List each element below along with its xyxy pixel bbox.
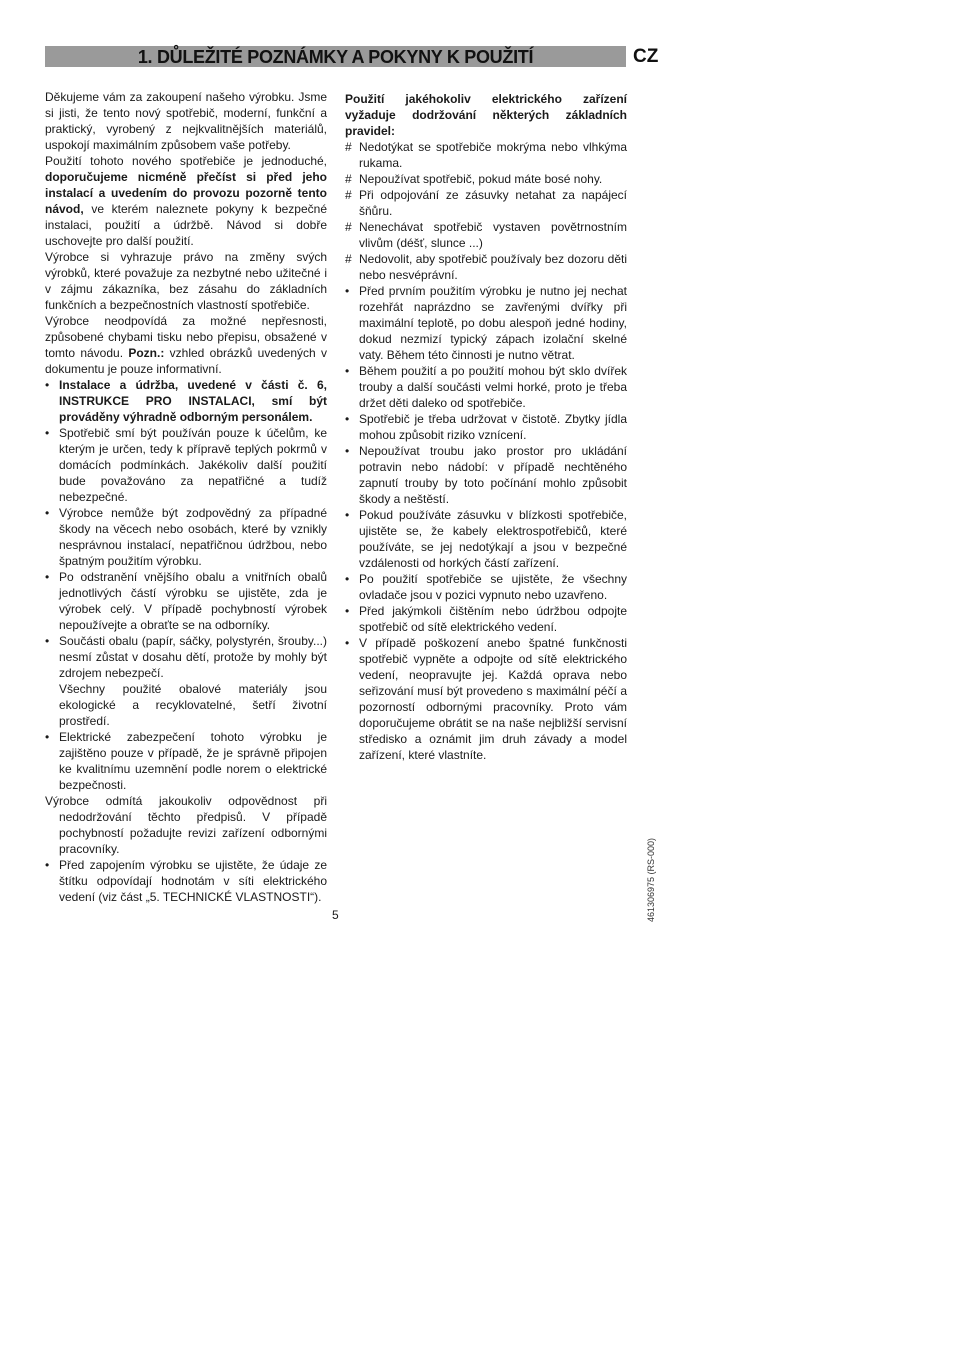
section-title: 1. DŮLEŽITÉ POZNÁMKY A POKYNY K POUŽITÍ: [137, 47, 534, 67]
language-code: CZ: [633, 46, 659, 67]
list-item: • Po odstranění vnějšího obalu a vnitřních obalů jednotlivých částí výrobku se ujistěte, zda je výrobek celý. V případě pochybností výrobek nepoužívejte a obraťte se na odborníky.: [45, 570, 327, 632]
bullet-marker: •: [45, 634, 50, 648]
list-item: • Elektrické zabezpečení tohoto výrobku je zajištěno pouze v případě, že je správně připojen ke kvalitnímu uzemnění podle norem o elektrické bezpečnosti.: [45, 730, 327, 792]
intro-paragraph: Děkujeme vám za zakoupení našeho výrobku. Jsme si jisti, že tento nový spotřebič, moderní, funkční a praktický, vyrobený z nejkvalitnějších materiálů, uspokojí maximálním způsobem vaše potřeby.: [45, 90, 327, 152]
bullet-marker: •: [45, 378, 50, 392]
list-item: • Součásti obalu (papír, sáčky, polystyrén, šrouby...) nesmí zůstat v dosahu dětí, protože by mohly být zdrojem nebezpečí.: [45, 634, 327, 680]
left-column: [45, 89, 327, 905]
disclaimer-paragraph: Výrobce odmítá jakoukoliv odpovědnost při nedodržování těchto předpisů. V případě pochybností požadujte revizi zařízení odbornými pracovníky.: [45, 794, 327, 856]
bullet-marker: •: [45, 730, 50, 744]
list-item: • Po použití spotřebiče se ujistěte, že všechny ovladače jsou v pozici vypnuto nebo uzavřeno.: [345, 572, 627, 602]
rule-item: # Nenechávat spotřebič vystaven povětrnostním vlivům (déšť, slunce ...): [345, 220, 627, 250]
bullet-marker: •: [345, 444, 350, 458]
bullet-marker: •: [45, 426, 50, 440]
rule-item: # Nedotýkat se spotřebiče mokrýma nebo vlhkýma rukama.: [345, 140, 627, 170]
bullet-marker: •: [45, 570, 50, 584]
packaging-note: Všechny použité obalové materiály jsou ekologické a recyklovatelné, šetří životní prostředí.: [59, 682, 327, 728]
list-item: • V případě poškození anebo špatné funkčnosti spotřebič vypněte a odpojte od sítě elektrického vedení, neopravujte jej. Každá oprava nebo seřizování musí být provedeno s maximální péčí a pozorností odbornými pracovníky. Proto vám doporučujeme obrátit se na naše nejbližší servisní středisko a oznámit jim druh závady a model zařízení, které vlastníte.: [345, 636, 627, 762]
list-item: • Před zapojením výrobku se ujistěte, že údaje ze štítku odpovídají hodnotám v síti elektrického vedení (viz část „5. TECHNICKÉ VLASTNOSTI“).: [45, 858, 327, 904]
list-item: • Spotřebič smí být používán pouze k účelům, ke kterým je určen, tedy k přípravě teplých pokrmů v domácích podmínkách. Jakékoliv další použití bude považováno za nepatřičné a tudíž nebezpečné.: [45, 426, 327, 504]
list-item: • Během použití a po použití mohou být sklo dvířek trouby a další součásti velmi horké, proto je třeba držet děti daleko od spotřebiče.: [345, 364, 627, 410]
bullet-marker: •: [345, 412, 350, 426]
hash-marker: #: [345, 140, 352, 154]
usage-paragraph: Použití tohoto nového spotřebiče je jednoduché, doporučujeme nicméně přečíst si před jeho instalací a uvedením do provozu pozorně tento návod, ve kterém naleznete pokyny k bezpečné instalaci, použití a údržbě. Návod si dobře uschovejte pro další použití.: [45, 154, 327, 248]
bullet-marker: •: [45, 858, 50, 872]
bullet-marker: •: [45, 506, 50, 520]
list-item: • Před prvním použitím výrobku je nutno jej nechat rozehřát naprázdno se zavřenými dvířky při maximální teplotě, po dobu alespoň jedné hodiny, dokud nezmizí typický zápach izolační skelné vaty. Během této činnosti je nutno větrat.: [345, 284, 627, 362]
hash-marker: #: [345, 252, 352, 266]
rule-item: # Nedovolit, aby spotřebič používaly bez dozoru děti nebo nesvéprávní.: [345, 252, 627, 282]
rule-item: # Nepoužívat spotřebič, pokud máte bosé nohy.: [345, 172, 603, 186]
hash-marker: #: [345, 172, 352, 186]
safety-intro: Použití jakéhokoliv elektrického zařízení vyžaduje dodržování některých základních pravidel:: [345, 92, 627, 138]
hash-marker: #: [345, 220, 352, 234]
bullet-marker: •: [345, 364, 350, 378]
bullet-marker: •: [345, 508, 350, 522]
hash-marker: #: [345, 188, 352, 202]
list-item: • Výrobce nemůže být zodpovědný za případné škody na věcech nebo osobách, které by vznikly nesprávnou instalací, nepatřičnou údržbou, nebo špatným použitím výrobku.: [45, 506, 327, 568]
list-item: • Před jakýmkoli čištěním nebo údržbou odpojte spotřebič od sítě elektrického vedení.: [345, 604, 627, 634]
bullet-marker: •: [345, 604, 350, 618]
rule-item: # Při odpojování ze zásuvky netahat za napájecí šňůru.: [345, 188, 627, 218]
list-item: • Pokud používáte zásuvku v blízkosti spotřebiče, ujistěte se, že kabely elektrospotřebičů, které používáte, se jej nedotýkají a jsou v bezpečné vzdálenosti od horkých částí zařízení.: [345, 508, 627, 570]
document-code: 461306975 (RS-000): [646, 837, 656, 922]
list-item: • Spotřebič je třeba udržovat v čistotě. Zbytky jídla mohou způsobit riziko vznícení.: [345, 412, 627, 442]
bullet-marker: •: [345, 636, 350, 650]
bullet-marker: •: [345, 572, 350, 586]
right-column: [345, 91, 627, 763]
liability-paragraph: Výrobce neodpovídá za možné nepřesnosti, způsobené chybami tisku nebo přepisu, obsažené v tomto návodu. Pozn.: vzhled obrázků uvedených v dokumentu je pouze informativní.: [45, 314, 327, 376]
rights-paragraph: Výrobce si vyhrazuje právo na změny svých výrobků, které považuje za nezbytné nebo užitečné i v zájmu zákazníka, bez zásahu do základních funkčních a bezpečnostních vlastností spotřebiče.: [45, 250, 327, 312]
bullet-marker: •: [345, 284, 350, 298]
list-item: • Nepoužívat troubu jako prostor pro ukládání potravin nebo nádobí: v případě nechtěného zapnutí trouby by toto počínání mohlo způsobit škody a neštěstí.: [345, 444, 627, 506]
page-number: 5: [332, 908, 339, 922]
list-item: • Instalace a údržba, uvedené v části č. 6, INSTRUKCE PRO INSTALACI, smí být prováděny výhradně odborným personálem.: [45, 378, 327, 424]
